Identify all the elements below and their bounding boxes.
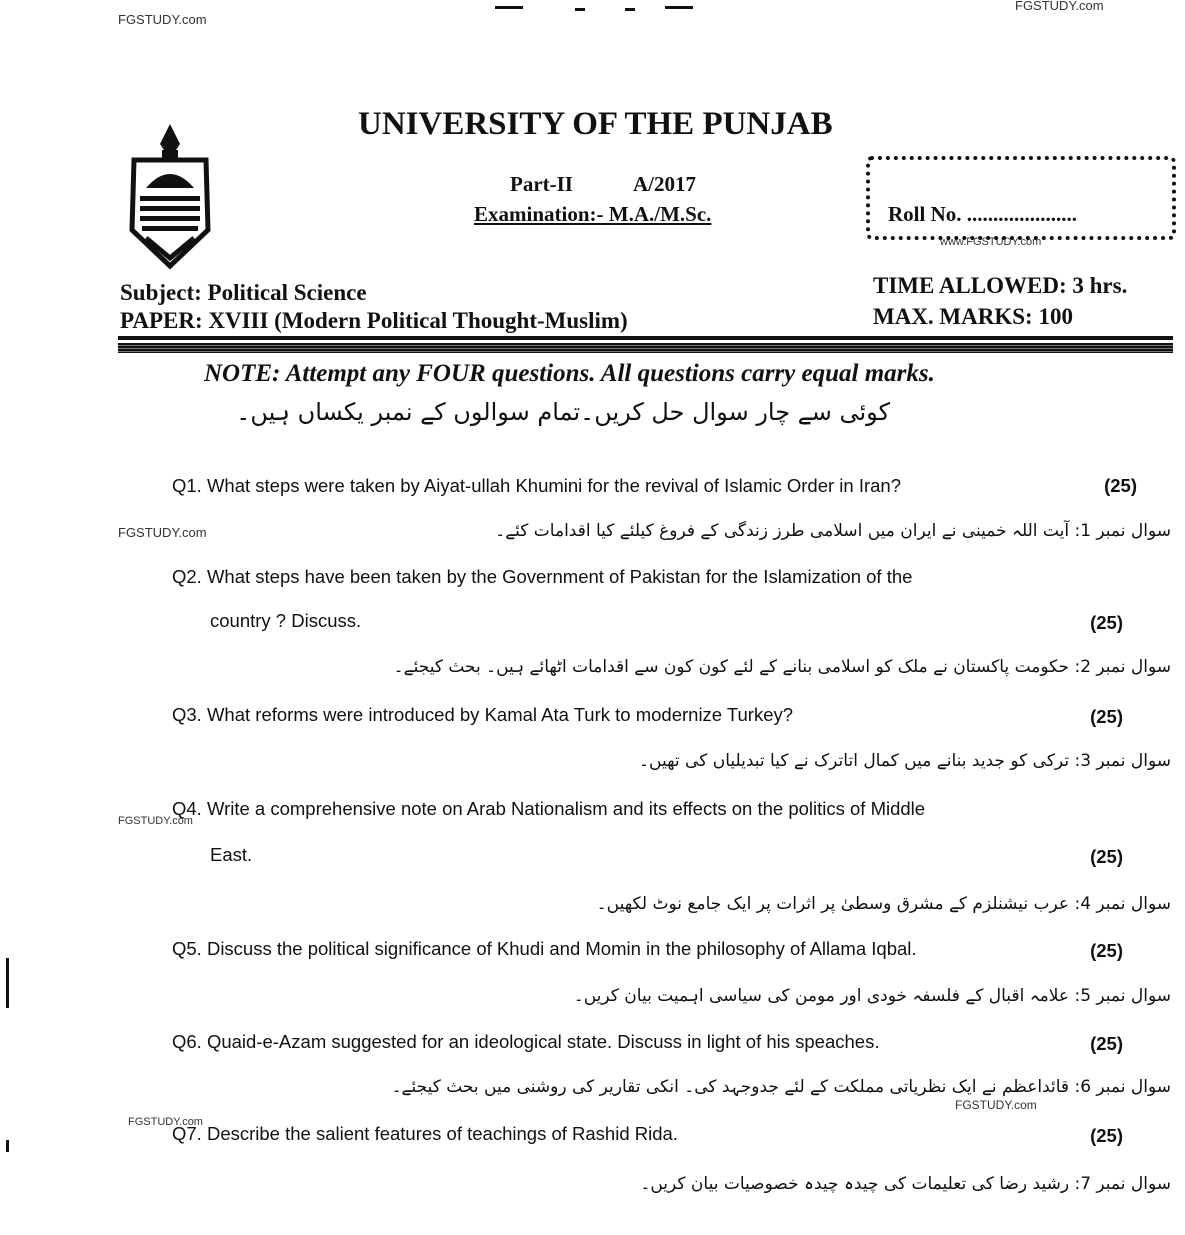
university-title: UNIVERSITY OF THE PUNJAB (358, 106, 833, 142)
question-7: Q7. Describe the salient features of teachings of Rashid Rida. (172, 1123, 678, 1144)
paper-title: PAPER: XVIII (Modern Political Thought-Muslim) (120, 308, 628, 333)
question-6-marks: (25) (1090, 1033, 1123, 1054)
question-4-continued: East. (210, 844, 253, 865)
question-4: Q4. Write a comprehensive note on Arab Nationalism and its effects on the politics of Middle (172, 798, 926, 819)
question-3-urdu: سوال نمبر 3: ترکی کو جدید بنانے میں کمال اتاترک نے کیا تبدیلیاں کی تھیں۔ (639, 751, 1171, 771)
examination-type: Examination:- M.A./M.Sc. (474, 202, 712, 226)
divider (118, 343, 1173, 353)
question-2-continued: country ? Discuss. (210, 610, 362, 631)
note-urdu: کوئی سے چار سوال حل کریں۔تمام سوالوں کے نمبر یکساں ہیں۔ (236, 398, 890, 426)
question-1-urdu: سوال نمبر 1: آیت اللہ خمینی نے ایران میں اسلامی طرز زندگی کے فروغ کیلئے کیا اقدامات کئے۔ (495, 521, 1171, 541)
question-3-marks: (25) (1090, 706, 1123, 727)
watermark: FGSTUDY.com (955, 1098, 1037, 1112)
roll-number-field[interactable]: Roll No. ..................... (888, 202, 1077, 226)
question-1: Q1. What steps were taken by Aiyat-ullah Khumini for the revival of Islamic Order in Iran? (172, 475, 902, 496)
watermark: FGSTUDY.com (118, 12, 207, 27)
question-4-marks: (25) (1090, 846, 1123, 867)
question-5-marks: (25) (1090, 940, 1123, 961)
watermark: FGSTUDY.com (128, 1116, 203, 1128)
university-crest-logo (124, 120, 216, 270)
question-4-urdu: سوال نمبر 4: عرب نیشنلزم کے مشرق وسطیٰ پر اثرات پر ایک جامع نوٹ لکھیں۔ (596, 894, 1171, 914)
watermark: FGSTUDY.com (118, 815, 193, 827)
watermark: FGSTUDY.com (118, 525, 207, 540)
question-7-urdu: سوال نمبر 7: رشید رضا کی تعلیمات کی چیدہ چیدہ خصوصیات بیان کریں۔ (640, 1174, 1171, 1194)
question-2: Q2. What steps have been taken by the Government of Pakistan for the Islamization of the (172, 566, 913, 587)
question-2-marks: (25) (1090, 612, 1123, 633)
question-2-urdu: سوال نمبر 2: حکومت پاکستان نے ملک کو اسلامی بنانے کے لئے کون کون سے اقدامات اٹھائے ہیں۔ بحث کیجئے۔ (393, 657, 1171, 677)
time-allowed: TIME ALLOWED: 3 hrs. (873, 273, 1128, 298)
exam-session: A/2017 (633, 172, 696, 196)
question-3: Q3. What reforms were introduced by Kamal Ata Turk to modernize Turkey? (172, 704, 794, 725)
max-marks: MAX. MARKS: 100 (873, 304, 1073, 329)
question-5: Q5. Discuss the political significance of Khudi and Momin in the philosophy of Allama Iqbal. (172, 938, 917, 959)
question-6: Q6. Quaid-e-Azam suggested for an ideological state. Discuss in light of his speaches. (172, 1031, 880, 1052)
exam-part: Part-II (510, 172, 573, 196)
roll-number-box (866, 156, 1176, 240)
question-1-marks: (25) (1104, 475, 1137, 496)
watermark: FGSTUDY.com (1015, 0, 1104, 13)
watermark: www.FGSTUDY.com (940, 236, 1042, 248)
scan-mark (6, 958, 9, 1008)
divider (118, 336, 1173, 340)
question-6-urdu: سوال نمبر 6: قائداعظم نے ایک نظریاتی مملکت کے لئے جدوجہد کی۔ انکی تقاریر کی روشنی میں بحث کیجئے۔ (391, 1077, 1171, 1097)
note-english: NOTE: Attempt any FOUR questions. All questions carry equal marks. (204, 360, 935, 387)
question-7-marks: (25) (1090, 1125, 1123, 1146)
question-5-urdu: سوال نمبر 5: علامہ اقبال کے فلسفہ خودی اور مومن کی سیاسی اہمیت بیان کریں۔ (573, 986, 1171, 1006)
scan-mark (6, 1140, 9, 1152)
subject: Subject: Political Science (120, 280, 367, 305)
